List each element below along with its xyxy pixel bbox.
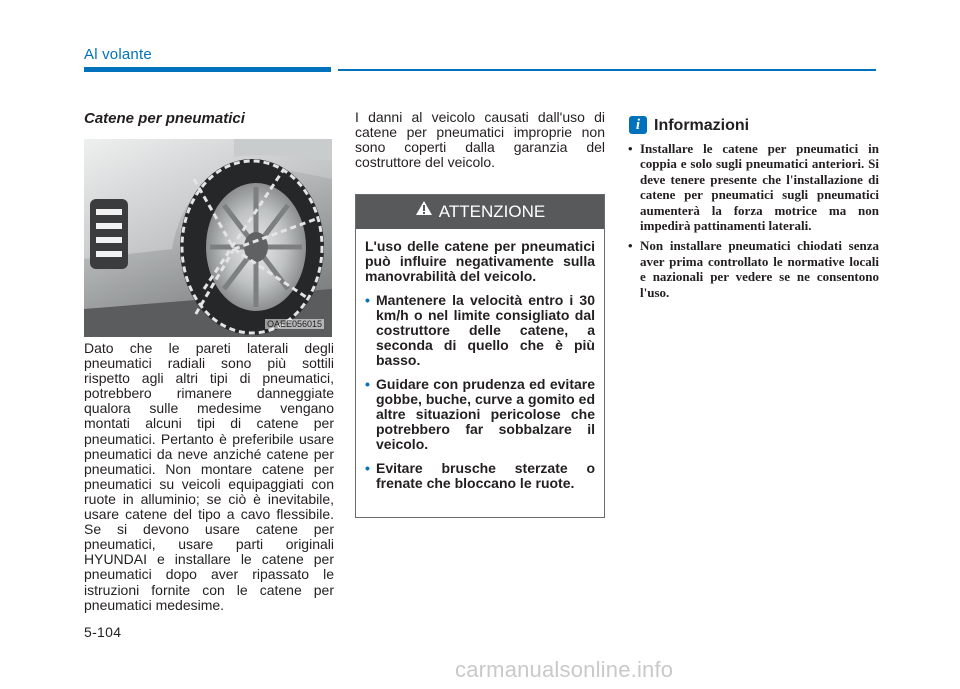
section-heading: Catene per pneumatici	[84, 110, 245, 127]
info-item	[626, 141, 879, 233]
watermark: carmanualsonline.info	[455, 657, 674, 682]
warning-item	[365, 293, 595, 369]
bullet-icon: •	[628, 238, 633, 254]
bullet-icon: •	[628, 141, 633, 156]
page-number: 5-104	[84, 624, 122, 640]
warning-content	[365, 239, 595, 499]
info-icon: i	[629, 116, 647, 134]
warning-list	[365, 293, 595, 491]
photo-code: OAEE056015	[267, 319, 323, 329]
warranty-paragraph: I danni al veicolo causati dall'uso di catene per pneumatici improprie non sono coperti dalla garanzia del costruttore del veicolo.	[355, 109, 605, 171]
section-title: Al volante	[84, 46, 152, 63]
warning-header	[356, 195, 604, 229]
warning-item-text: Mantenere la velocità entro i 30 km/h o nel limite consigliato dal costruttore delle catene, a seconda di quello che è più basso.	[376, 291, 595, 369]
info-item-text: Installare le catene per pneumatici in coppia e solo sugli pneumatici anteriori. Si deve tenere presente che l'installazione di catene per pneumatici sugli pneumatici aumenterà la forza motrice ma non impedirà pattinamenti laterali.	[640, 141, 879, 234]
header-rule-thin	[338, 69, 876, 71]
info-title: Informazioni	[654, 117, 750, 134]
info-list	[626, 141, 879, 305]
warning-item-text: Guidare con prudenza ed evitare gobbe, buche, curve a gomito ed altre situazioni pericolose che potrebbero far sobbalzare il veicolo.	[376, 375, 595, 453]
warning-item	[365, 377, 595, 453]
bullet-icon: •	[365, 375, 370, 392]
warning-title: ATTENZIONE	[438, 202, 546, 221]
info-item-text: Non installare pneumatici chiodati senza aver prima controllato le normative locali e nazionali per vedere se ne consentono l'uso.	[640, 238, 879, 300]
intro-paragraph: Dato che le pareti laterali degli pneumatici radiali sono più sottili rispetto agli altri tipi di pneumatici, potrebbero rimanere danneggiate qualora sulle medesime vengano montati alcuni tipi di catene per pneumatici. Pertanto è preferibile usare pneumatici da neve anziché catene per pneumatici. Non montare catene per pneumatici su veicoli equipaggiati con ruote in alluminio; se ciò è inevitabile, usare catene del tipo a cavo flessibile. Se si devono usare catene per pneumatici, usare parti originali HYUNDAI e installare le catene per pneumatici dopo aver ripassato le istruzioni fornite con le catene per pneumatici medesime.	[84, 340, 334, 613]
info-item	[626, 238, 879, 300]
tire-chain-photo	[84, 139, 332, 337]
warning-triangle-icon	[415, 194, 433, 228]
header-rule-thick	[84, 67, 331, 72]
bullet-icon: •	[365, 459, 370, 476]
warning-box	[355, 194, 605, 518]
bullet-icon: •	[365, 291, 370, 308]
warning-item-text: Evitare brusche sterzate o frenate che bloccano le ruote.	[376, 459, 595, 491]
warning-item	[365, 461, 595, 491]
tire-chain-illustration	[84, 139, 332, 337]
warning-lead: L'uso delle catene per pneumatici può influire negativamente sulla manovrabilità del veicolo.	[365, 238, 595, 285]
